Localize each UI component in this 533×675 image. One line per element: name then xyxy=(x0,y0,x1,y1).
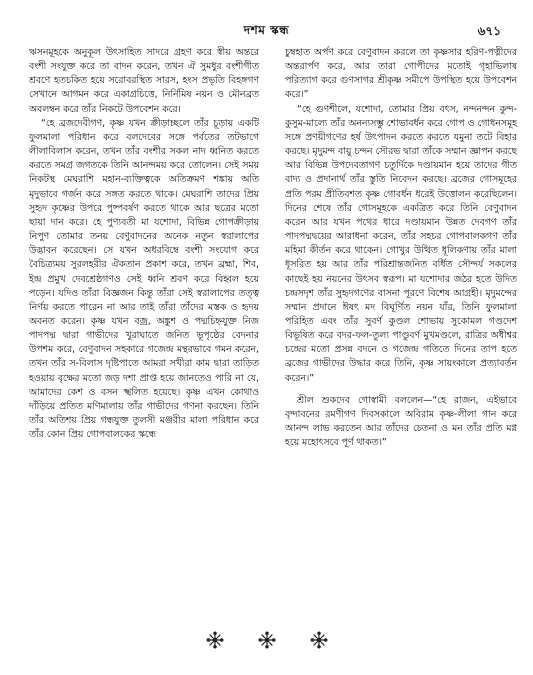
left-column xyxy=(29,46,259,442)
paragraph: ঋসনমূহকে অনুকূল উৎসাহিত সাদরে গ্রহণ করে স্বীয় অন্তরে বংশী সংযুক্ত করে তা বাদন করেন, তখন ঐ সুমধুর বংশীগীত শ্রবণে হতচকিত হয়ে সরোবরস্থিত সারস, হংস প্রভৃতি বিহঙ্গগণ সেখানে আগমন করে একাগ্রচিত্তে, নির্নিমিষ নয়ন ও মৌনব্রত অবলম্বন করে তাঁর নিকটে উপবেশন করে। xyxy=(29,47,259,115)
footer-ornaments xyxy=(0,631,533,651)
paragraph: শ্রীল শুকদেব গোস্বামী বললেন—“হে রাজন, এইভাবে বৃন্দাবনের রমণীগণ দিবসকালে অবিরাম কৃষ্ণ-লীলা গান করে আনন্দ লাভ করতেন আর তাঁদের চেতনা ও মন তাঁর প্রতি মগ্ন হয়ে মহোৎসবে পূর্ণ থাকত।” xyxy=(285,394,517,449)
chapter-title: দশম স্কন্ধ xyxy=(243,23,290,37)
paragraph: চুম্বহাত অর্পণ করে বেণুবাদন করলে তা কৃষ্ণসার হরিণ-পত্নীদের অন্তরার্পণ করে, আর তারা গোপীদের মতোই গৃহাভিলাষ পরিত্যাগ করে গুণসাগর শ্রীকৃষ্ণ সমীপে উপস্থিত হয়ে উপবেশন করে।” xyxy=(285,47,517,101)
right-column xyxy=(285,46,517,450)
page-number: ৬৭১ xyxy=(477,24,501,38)
flower-ornament-icon xyxy=(206,631,224,649)
page-header xyxy=(0,22,533,42)
flower-ornament-icon xyxy=(310,631,328,649)
paragraph: “হে ব্রজদেবীগণ, কৃষ্ণ যখন ক্রীড়াচ্ছলে তাঁর চূড়ায় একটি ফুলমালা পরিধান করে বলদেবের সঙ্গে পর্বতের তটভাগে লীলাবিলাস করেন, তখন তাঁর বংশীর সকল নাদ ধ্বনিত করতে করতে সমগ্র জগতকে তিনি আনন্দময় করে তোলেন। সেই সময় নিকটস্থ মেঘরাশি মহান-ব্যক্তিত্বকে অতিক্রমণ শঙ্কায় অতি মৃদুভাবে গর্জন করে সঙ্গত করতে থাকে। মেঘরাশি তাদের প্রিয় সুহৃদ কৃষ্ণের উপরে পুষ্পবর্ষণ করতে থাকে আর ছত্রের মতো ছায়া দান করে। হে পুণ্যবতী মা যশোদা, বিভিন্ন গোপক্রীড়ায় নিপুণ তোমার তনয় বেণুবাদনের অনেক নতুন স্বরালাপের উদ্ভাবন করেছেন। সে যখন অধরবিম্বে বংশী সংযোগ করে বৈচিত্র্যময় সুরলহরীর ঐকতান প্রকাশ করে, তখন ব্রহ্মা, শিব, ইন্দ্র প্রমুখ দেবশ্রেষ্ঠগণও সেই ধ্বনি শ্রবণ করে বিহ্বল হয়ে পড়েন। যদিও তাঁরা বিজ্ঞজন কিন্তু তাঁরা সেই স্বরালাপের তত্ত্ব নির্ণয় করতে পারেন না আর তাই তাঁরা তাঁদের মস্তক ও হৃদয় অবনত করেন। কৃষ্ণ যখন বজ্র, অঙ্কুশ ও পদ্মচিহ্নযুক্ত নিজ পাদপদ্ম দ্বারা গাভীদের খুরাঘাতে জনিত ভূপৃষ্ঠের বেদনার উপশম করে, বেণুবাদন সহকারে গজেন্দ্র মন্থরভাবে গমন করেন, তখন তাঁর স-বিলাস দৃষ্টিপাতে আমরা সখীরা কাম দ্বারা তাড়িত হওয়ায় বৃক্ষের মতো জড় দশা প্রাপ্ত হয়ে জানতেও পারি না যে, আমাদের কেশ ও বসন স্খলিত হয়েছে। কৃষ্ণ এখন কোথাও দাঁড়িয়ে প্রতিত মণিমালায় তাঁর গাভীদের গণনা করছেন। তিনি তাঁর অতিশয় প্রিয় গন্ধযুক্ত তুলসী মঞ্জরীর মালা পরিধান করে তাঁর কোন প্রিয় গোপবালকের স্কন্ধে xyxy=(29,117,259,441)
paragraph: “হে গুণশীলে, যশোদা, তোমার প্রিয় বৎস, নন্দনন্দন কুন্দ-কুসুম-মাল্যে তাঁর অনন্যসম্ভু শোভাবর্ধন করে গোপ ও গোধনসমূহ সঙ্গে প্রণয়ীগণের হর্ষ উৎপাদন করতে করতে যমুনা তটে বিহার করছে। মৃদুমন্দ বায়ু চন্দন সৌরভ দ্বারা তাঁকে সম্মান জ্ঞাপন করছে আর বিভিন্ন উপদেবতাগণ চতুর্দিকে দণ্ডায়মান হয়ে তাদের গীত বাদ্য ও প্রদানার্থ তাঁর স্তুতি নিবেদন করছে। ব্রজের গোসমূহের প্রতি পরম প্রীতিবশত কৃষ্ণ গোবর্ধন ধরেই উত্তোলন করেছিলেন। দিনের শেষে তাঁর গোসমূহকে একত্রিত করে তিনি বেণুবাদন করেন আর যখন পথের ধারে দণ্ডায়মান উন্নত দেবগণ তাঁর পাদপদ্মদ্বয়ের আরাধনা করেন, তাঁর সহচর গোপবালকগণ তাঁর মহিমা কীর্তন করে থাকেন। গোখুর উত্থিত ধূলিকণায় তাঁর মালা ধূসরিত হয় আর তাঁর পরিশ্রান্তজনিত বর্ধিত সৌন্দর্য সকলের কাছেই হয় নয়নের উৎসব স্বরূপ। মা যশোদার জঠর হতে উদিত চন্দ্রসদৃশ তাঁর সুহৃদগণের বাসনা পূরণে বিশেষ আগ্রহী। মৃদুমন্দের সম্মান প্রদানে ঈষৎ মদ বিঘূর্ণিত নয়ন যাঁর, তিনি ফুলমালা পরিহিত এবং তাঁর সুবর্ণ কুণ্ডল শোভায় সুকোমল গণ্ডদেশ বিভূষিত করে বদর-ফল-তুল্য পাণ্ডুবর্ণ মুখমণ্ডলে, রাত্রির অধীশ্বর চন্দ্রের মতো প্রসন্ন বদনে ও গজেন্দ্র গতিতে দিনের তাপ হতে ব্রজের গাভীদের উদ্ধার করে তিনি, কৃষ্ণ সায়ংকালে প্রত্যাবর্তন করেন।” xyxy=(285,103,517,384)
flower-ornament-icon xyxy=(258,631,276,649)
